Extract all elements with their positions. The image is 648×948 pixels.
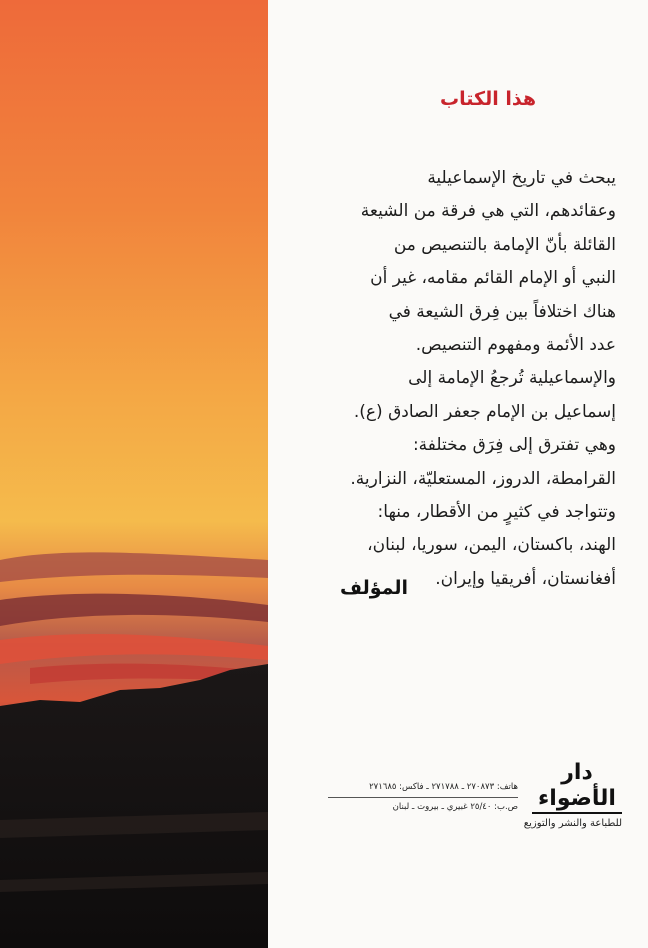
description-line: إسماعيل بن الإمام جعفر الصادق (ع). (353, 401, 616, 422)
publisher-tagline: للطباعة والنشر والتوزيع (523, 818, 622, 829)
publisher-logo (523, 760, 622, 829)
description-line: وهي تفترق إلى فِرَق مختلفة: (412, 435, 616, 456)
description-line: وعقائدهم، التي هي فرقة من الشيعة (360, 201, 616, 222)
description-line: الهند، باكستان، اليمن، سوريا، لبنان، (367, 535, 616, 556)
contact-address: ص.ب: ٢٥/٤٠ غبيري ـ بيروت ـ لبنان (392, 802, 518, 812)
description-line: والإسماعيلية تُرجعُ الإمامة إلى (408, 368, 616, 389)
description-line: القرامطة، الدروز، المستعليّة، النزارية. (350, 468, 616, 489)
publisher-contact (328, 778, 518, 816)
description-line: يبحث في تاريخ الإسماعيلية (427, 168, 616, 188)
sunset-landscape-image (0, 0, 268, 948)
description-line: عدد الأئمة ومفهوم التنصيص. (415, 335, 616, 356)
description-line: النبي أو الإمام القائم مقامه، غير أن (370, 268, 616, 289)
sunset-photo-panel (0, 0, 268, 948)
description-line: وتتواجد في كثيرٍ من الأقطار، منها: (377, 502, 616, 523)
publisher-name: دار الأضواء (532, 760, 622, 814)
author-signature: المؤلف (339, 577, 408, 599)
book-description (304, 162, 616, 596)
description-line: هناك اختلافاً بين فِرق الشيعة في (388, 301, 616, 322)
contact-phone-fax: هاتف: ٢٧٠٨٧٣ ـ ٢٧١٧٨٨ ـ فاكس: ٢٧١٦٨٥ (328, 778, 518, 798)
description-line: القائلة بأنّ الإمامة بالتنصيص من (393, 234, 616, 255)
description-line: أفغانستان، أفريقيا وإيران. (435, 568, 616, 589)
section-heading: هذا الكتاب (440, 88, 536, 110)
